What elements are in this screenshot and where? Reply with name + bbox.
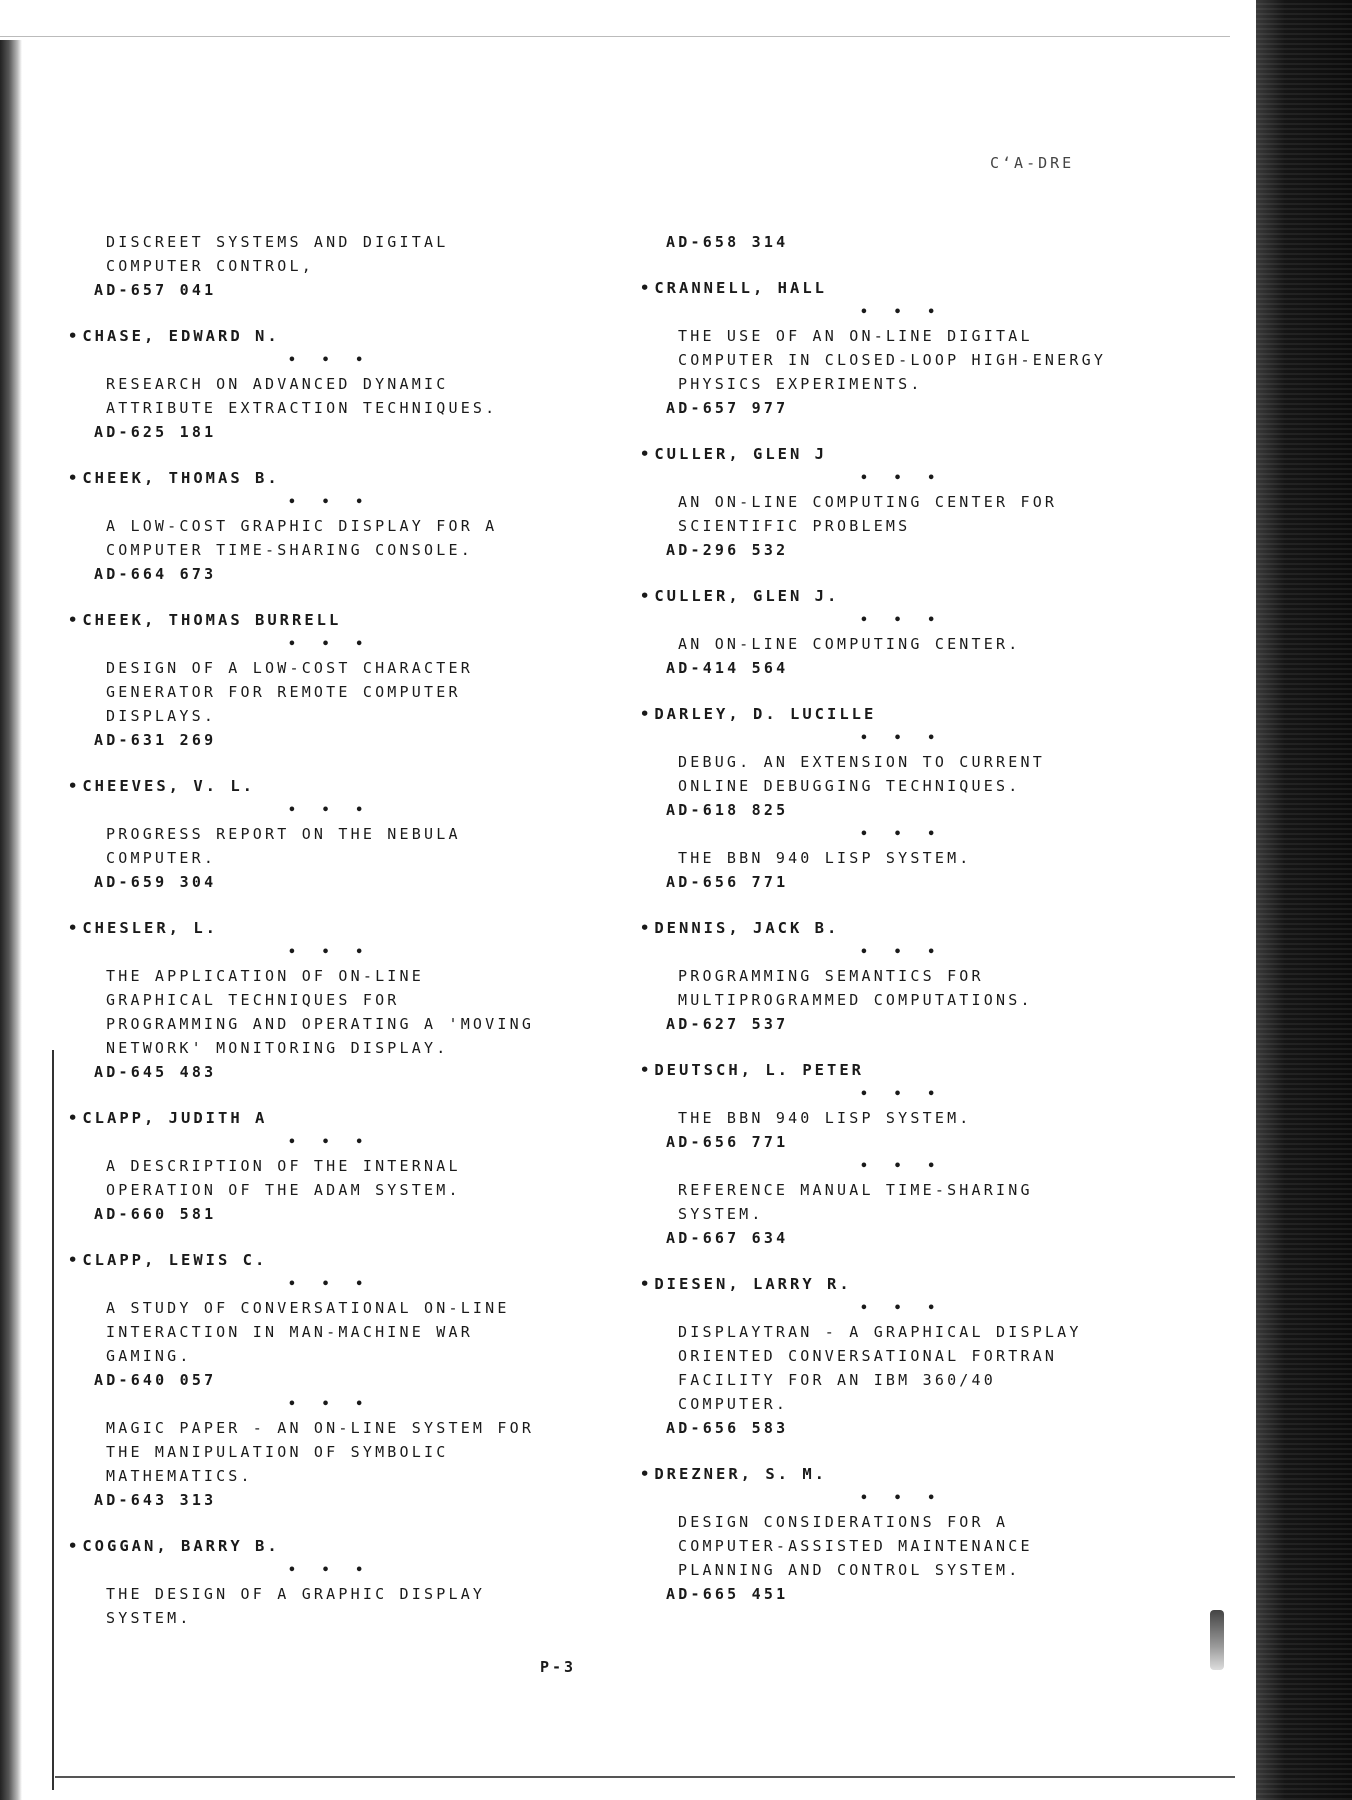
page-header: C‘A-DRE xyxy=(990,154,1075,172)
separator-dots: • • • xyxy=(288,353,373,368)
author-entry xyxy=(68,916,628,1084)
entry-title: REFERENCE MANUAL TIME-SHARING SYSTEM. xyxy=(678,1181,1033,1223)
author-name: • CHEEK, THOMAS BURRELL xyxy=(68,608,628,632)
author-name: • COGGAN, BARRY B. xyxy=(68,1534,628,1558)
report-number: AD-296 532 xyxy=(666,541,789,559)
scan-right-border xyxy=(1256,0,1352,1800)
work-item xyxy=(68,1560,628,1630)
entry-title: A LOW-COST GRAPHIC DISPLAY FOR A COMPUTER TIME-SHARING CONSOLE. xyxy=(106,517,498,559)
entry-title: THE BBN 940 LISP SYSTEM. xyxy=(678,849,972,867)
work-item xyxy=(640,942,1200,1036)
entry-title: DESIGN OF A LOW-COST CHARACTER GENERATOR FOR REMOTE COMPUTER DISPLAYS. xyxy=(106,659,473,725)
separator-dots: • • • xyxy=(860,827,945,842)
report-number: AD-625 181 xyxy=(94,423,217,441)
entry-title: MAGIC PAPER - AN ON-LINE SYSTEM FOR THE MANIPULATION OF SYMBOLIC MATHEMATICS. xyxy=(106,1419,535,1485)
separator-dots: • • • xyxy=(860,1159,945,1174)
author-name: • CHESLER, L. xyxy=(68,916,628,940)
separator-dots: • • • xyxy=(288,945,373,960)
author-name: • CLAPP, JUDITH A xyxy=(68,1106,628,1130)
author-entry xyxy=(640,916,1200,1036)
page-number: P-3 xyxy=(540,1658,577,1676)
work-item xyxy=(68,1394,628,1512)
entry-title: DEBUG. AN EXTENSION TO CURRENT ONLINE DEBUGGING TECHNIQUES. xyxy=(678,753,1045,795)
author-entry xyxy=(640,1272,1200,1440)
entry-title: AN ON-LINE COMPUTING CENTER. xyxy=(678,635,1021,653)
author-entry xyxy=(640,1462,1200,1606)
separator-dots: • • • xyxy=(288,803,373,818)
author-name: • CULLER, GLEN J xyxy=(640,442,1200,466)
scan-top-margin xyxy=(0,0,1352,40)
separator-dots: • • • xyxy=(288,495,373,510)
report-number: AD-640 057 xyxy=(94,1371,217,1389)
work-item xyxy=(640,468,1200,562)
separator-dots: • • • xyxy=(860,1301,945,1316)
author-entry xyxy=(68,1248,628,1512)
work-item xyxy=(68,1132,628,1226)
author-name: • DEUTSCH, L. PETER xyxy=(640,1058,1200,1082)
separator-dots: • • • xyxy=(288,1135,373,1150)
work-item xyxy=(68,1274,628,1392)
author-entry xyxy=(640,702,1200,894)
entry-title: THE DESIGN OF A GRAPHIC DISPLAY SYSTEM. xyxy=(106,1585,486,1627)
work-item xyxy=(68,800,628,894)
report-number: AD-664 673 xyxy=(94,565,217,583)
separator-dots: • • • xyxy=(860,1087,945,1102)
entry-title: THE USE OF AN ON-LINE DIGITAL COMPUTER IN CLOSED-LOOP HIGH-ENERGY PHYSICS EXPERIMENTS. xyxy=(678,327,1107,393)
work-item xyxy=(640,1156,1200,1250)
entry-title: THE APPLICATION OF ON-LINE GRAPHICAL TECHNIQUES FOR PROGRAMMING AND OPERATING A 'MOVING NETWORK' MONITORING DISPLAY. xyxy=(106,967,535,1057)
author-name: • CHEEK, THOMAS B. xyxy=(68,466,628,490)
entry-title: THE BBN 940 LISP SYSTEM. xyxy=(678,1109,972,1127)
author-entry xyxy=(640,442,1200,562)
report-number: AD-656 771 xyxy=(666,873,789,891)
work-item xyxy=(640,728,1200,822)
report-number: AD-660 581 xyxy=(94,1205,217,1223)
entry-title: AN ON-LINE COMPUTING CENTER FOR SCIENTIFIC PROBLEMS xyxy=(678,493,1058,535)
separator-dots: • • • xyxy=(288,1563,373,1578)
work-item xyxy=(68,634,628,752)
report-number: AD-631 269 xyxy=(94,731,217,749)
separator-dots: • • • xyxy=(288,1277,373,1292)
separator-dots: • • • xyxy=(288,637,373,652)
work-item xyxy=(640,1084,1200,1154)
report-number: AD-665 451 xyxy=(666,1585,789,1603)
author-entry xyxy=(68,608,628,752)
continuation-entry xyxy=(68,230,628,302)
scan-left-border xyxy=(0,40,22,1800)
page-top-edge xyxy=(0,36,1230,37)
work-item xyxy=(640,824,1200,894)
binder-clip-mark xyxy=(1210,1610,1224,1670)
separator-dots: • • • xyxy=(860,305,945,320)
report-number: AD-414 564 xyxy=(666,659,789,677)
entry-title: DESIGN CONSIDERATIONS FOR A COMPUTER-ASSISTED MAINTENANCE PLANNING AND CONTROL SYSTEM. xyxy=(678,1513,1033,1579)
entry-title: DISCREET SYSTEMS AND DIGITAL COMPUTER CONTROL, xyxy=(106,233,449,275)
left-column xyxy=(68,230,628,1652)
entry-title: PROGRESS REPORT ON THE NEBULA COMPUTER. xyxy=(106,825,461,867)
author-name: • DARLEY, D. LUCILLE xyxy=(640,702,1200,726)
author-name: • CULLER, GLEN J. xyxy=(640,584,1200,608)
author-entry xyxy=(640,584,1200,680)
author-entry xyxy=(68,1106,628,1226)
page-left-edge xyxy=(52,1050,54,1790)
author-name: • CRANNELL, HALL xyxy=(640,276,1200,300)
author-entry xyxy=(68,466,628,586)
author-name: • CHEEVES, V. L. xyxy=(68,774,628,798)
author-entry xyxy=(68,1534,628,1630)
separator-dots: • • • xyxy=(860,471,945,486)
report-number: AD-658 314 xyxy=(666,233,789,251)
work-item xyxy=(68,942,628,1084)
entry-title: PROGRAMMING SEMANTICS FOR MULTIPROGRAMMED COMPUTATIONS. xyxy=(678,967,1033,1009)
work-item xyxy=(640,302,1200,420)
report-number: AD-627 537 xyxy=(666,1015,789,1033)
author-entry xyxy=(68,774,628,894)
continuation-entry xyxy=(640,230,1200,254)
report-number: AD-643 313 xyxy=(94,1491,217,1509)
page-bottom-edge xyxy=(55,1776,1235,1778)
author-entry xyxy=(640,1058,1200,1250)
author-name: • CLAPP, LEWIS C. xyxy=(68,1248,628,1272)
report-number: AD-645 483 xyxy=(94,1063,217,1081)
author-name: • DIESEN, LARRY R. xyxy=(640,1272,1200,1296)
report-number: AD-657 041 xyxy=(94,281,217,299)
separator-dots: • • • xyxy=(860,613,945,628)
report-number: AD-657 977 xyxy=(666,399,789,417)
separator-dots: • • • xyxy=(860,1491,945,1506)
report-number: AD-659 304 xyxy=(94,873,217,891)
author-name: • DENNIS, JACK B. xyxy=(640,916,1200,940)
work-item xyxy=(640,1488,1200,1606)
entry-title: A DESCRIPTION OF THE INTERNAL OPERATION OF THE ADAM SYSTEM. xyxy=(106,1157,461,1199)
separator-dots: • • • xyxy=(860,731,945,746)
author-entry xyxy=(68,324,628,444)
work-item xyxy=(68,350,628,444)
author-name: • CHASE, EDWARD N. xyxy=(68,324,628,348)
work-item xyxy=(640,1298,1200,1440)
entry-title: RESEARCH ON ADVANCED DYNAMIC ATTRIBUTE EXTRACTION TECHNIQUES. xyxy=(106,375,498,417)
report-number: AD-618 825 xyxy=(666,801,789,819)
report-number: AD-656 583 xyxy=(666,1419,789,1437)
report-number: AD-667 634 xyxy=(666,1229,789,1247)
entry-title: DISPLAYTRAN - A GRAPHICAL DISPLAY ORIENTED CONVERSATIONAL FORTRAN FACILITY FOR AN IBM 360/40 COMPUTER. xyxy=(678,1323,1082,1413)
right-column xyxy=(640,230,1200,1628)
entry-title: A STUDY OF CONVERSATIONAL ON-LINE INTERACTION IN MAN-MACHINE WAR GAMING. xyxy=(106,1299,510,1365)
author-name: • DREZNER, S. M. xyxy=(640,1462,1200,1486)
separator-dots: • • • xyxy=(860,945,945,960)
report-number: AD-656 771 xyxy=(666,1133,789,1151)
work-item xyxy=(640,610,1200,680)
work-item xyxy=(68,492,628,586)
author-entry xyxy=(640,276,1200,420)
separator-dots: • • • xyxy=(288,1397,373,1412)
